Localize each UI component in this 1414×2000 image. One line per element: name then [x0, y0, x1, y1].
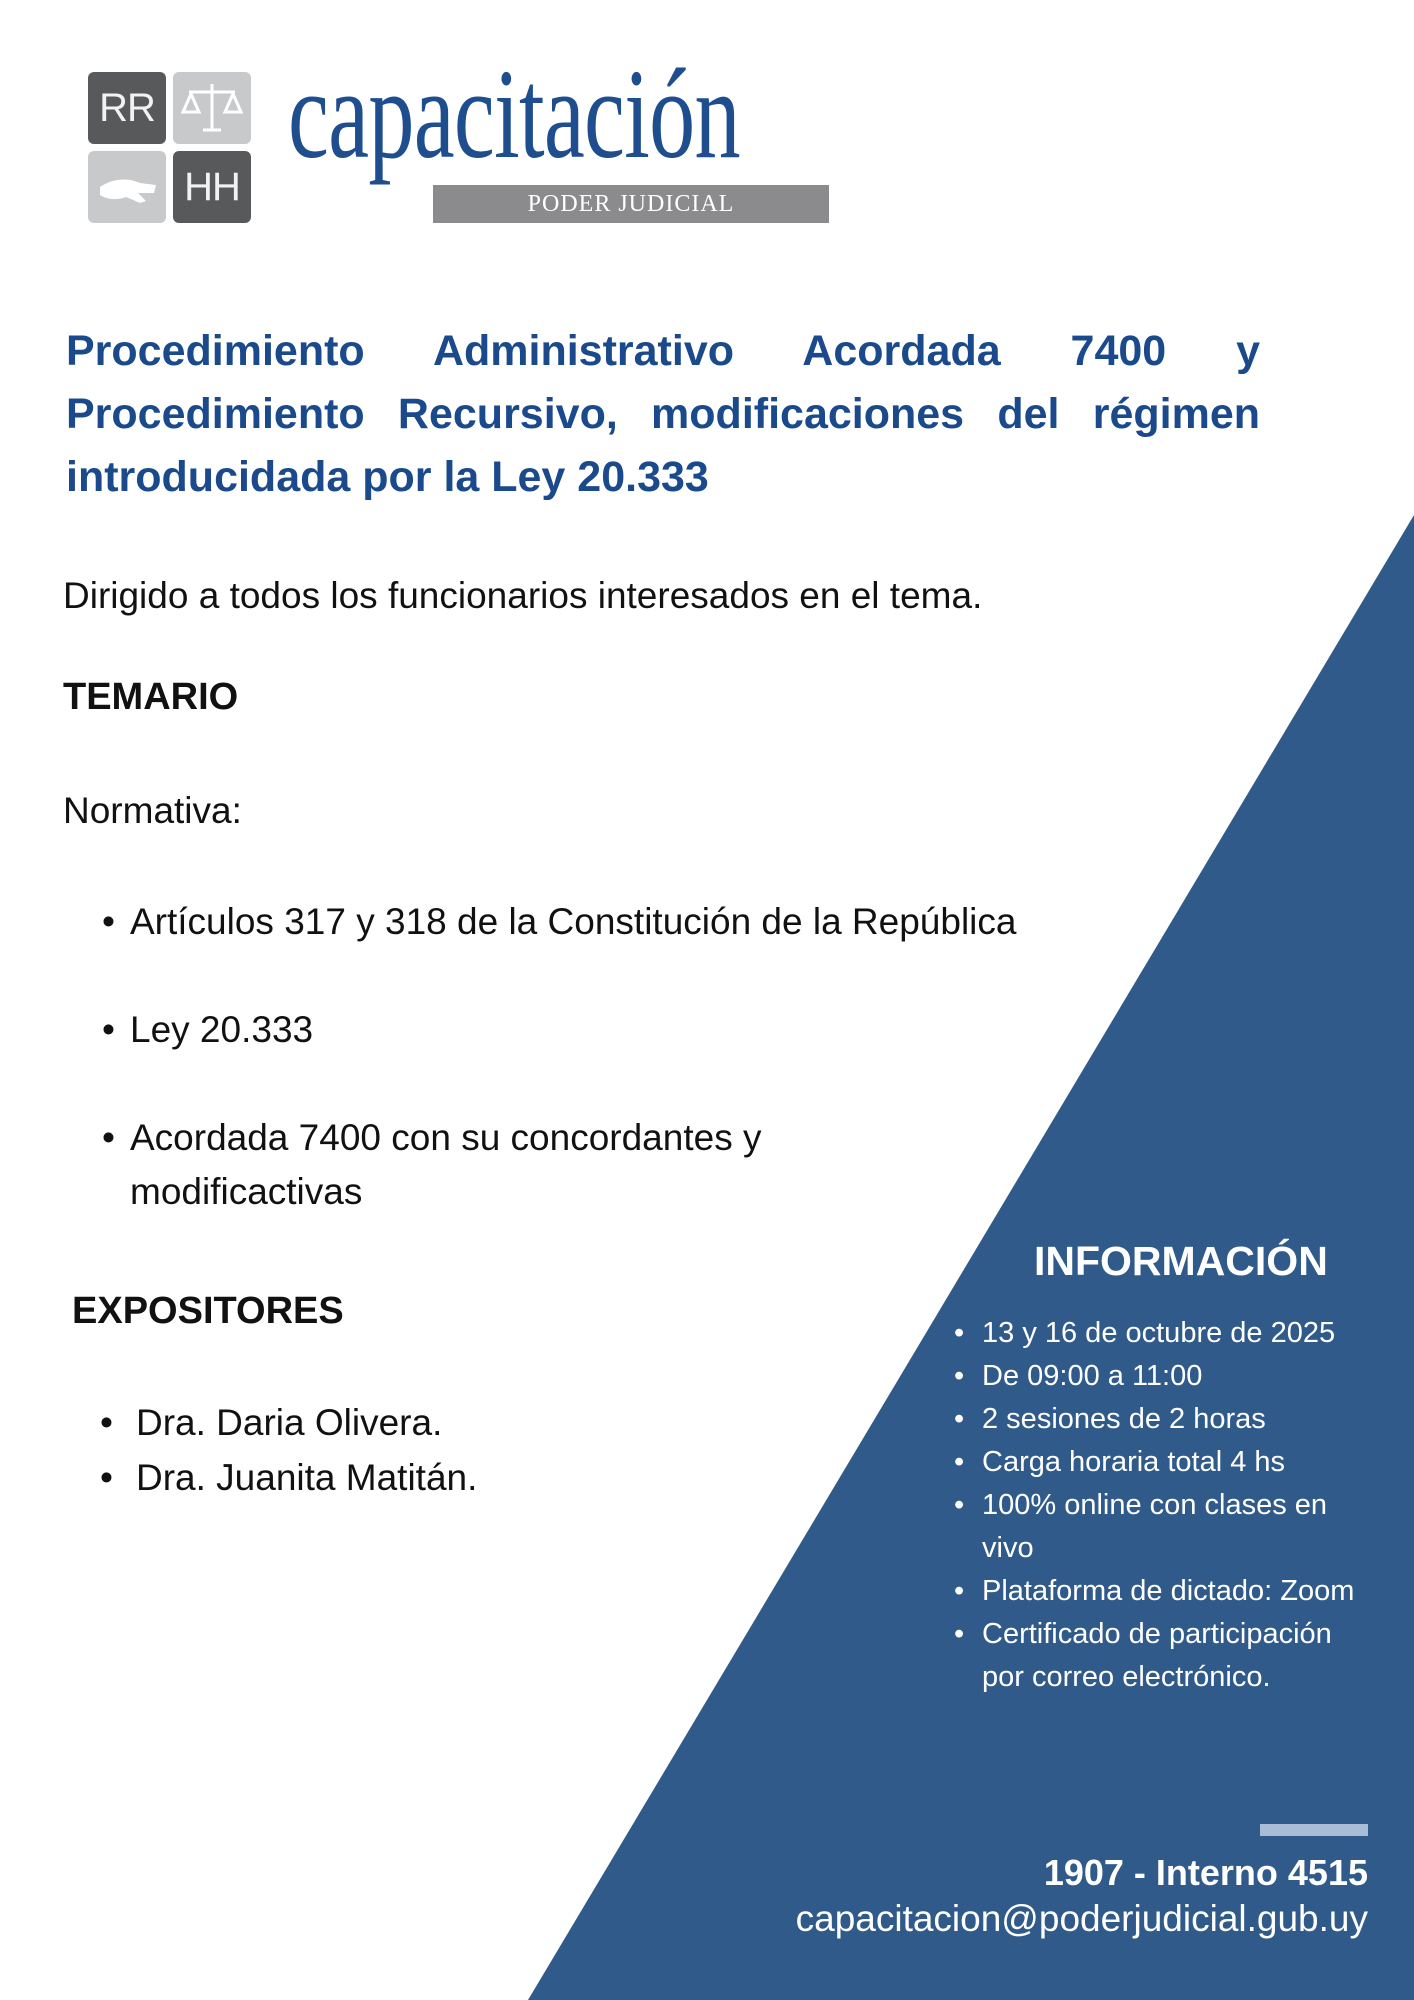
- audience-text: Dirigido a todos los funcionarios interesados en el tema.: [63, 575, 983, 616]
- poder-judicial-bar: PODER JUDICIAL: [433, 185, 829, 223]
- email-link[interactable]: capacitacion@poderjudicial.gub.uy: [795, 1898, 1368, 1939]
- scales-tile: [173, 72, 251, 144]
- list-item: • 2 sesiones de 2 horas: [950, 1398, 1370, 1441]
- list-item: • Acordada 7400 con su concordantes y modificactivas: [98, 1111, 890, 1219]
- normativa-list: [98, 895, 1048, 1273]
- phone-number: 1907 - Interno 4515: [1043, 1852, 1368, 1893]
- handshake-tile: [88, 151, 166, 223]
- capacitacion-wordmark: capacitación: [288, 43, 740, 185]
- divider-dash: [1260, 1824, 1368, 1836]
- list-item: • Artículos 317 y 318 de la Constitución de la República: [98, 895, 1048, 949]
- list-item: • Dra. Juanita Matitán.: [98, 1450, 477, 1505]
- list-item: • Carga horaria total 4 hs: [950, 1441, 1370, 1484]
- handshake-icon: [96, 157, 160, 217]
- hh-tile: HH: [173, 151, 251, 223]
- rrhh-logo-tiles: [88, 72, 254, 224]
- informacion-list: [950, 1312, 1370, 1699]
- list-item: • 100% online con clases en vivo: [950, 1484, 1370, 1570]
- list-item: • 13 y 16 de octubre de 2025: [950, 1312, 1370, 1355]
- list-item: • De 09:00 a 11:00: [950, 1355, 1370, 1398]
- list-item: • Certificado de participación por correo electrónico.: [950, 1613, 1370, 1699]
- list-item: • Ley 20.333: [98, 1003, 1048, 1057]
- informacion-heading: INFORMACIÓN: [1034, 1238, 1328, 1284]
- scales-icon: [181, 78, 243, 138]
- course-title: Procedimiento Administrativo Acordada 7400 y Procedimiento Recursivo, modificaciones del régimen introducidada por la Ley 20.333: [66, 327, 1260, 501]
- expositores-heading: EXPOSITORES: [72, 1290, 344, 1332]
- list-item: • Dra. Daria Olivera.: [98, 1395, 477, 1450]
- temario-heading: TEMARIO: [63, 676, 239, 718]
- normativa-label: Normativa:: [63, 790, 242, 831]
- rr-tile: RR: [88, 72, 166, 144]
- list-item: • Plataforma de dictado: Zoom: [950, 1570, 1370, 1613]
- logo: [88, 43, 848, 228]
- expositores-list: [98, 1395, 477, 1505]
